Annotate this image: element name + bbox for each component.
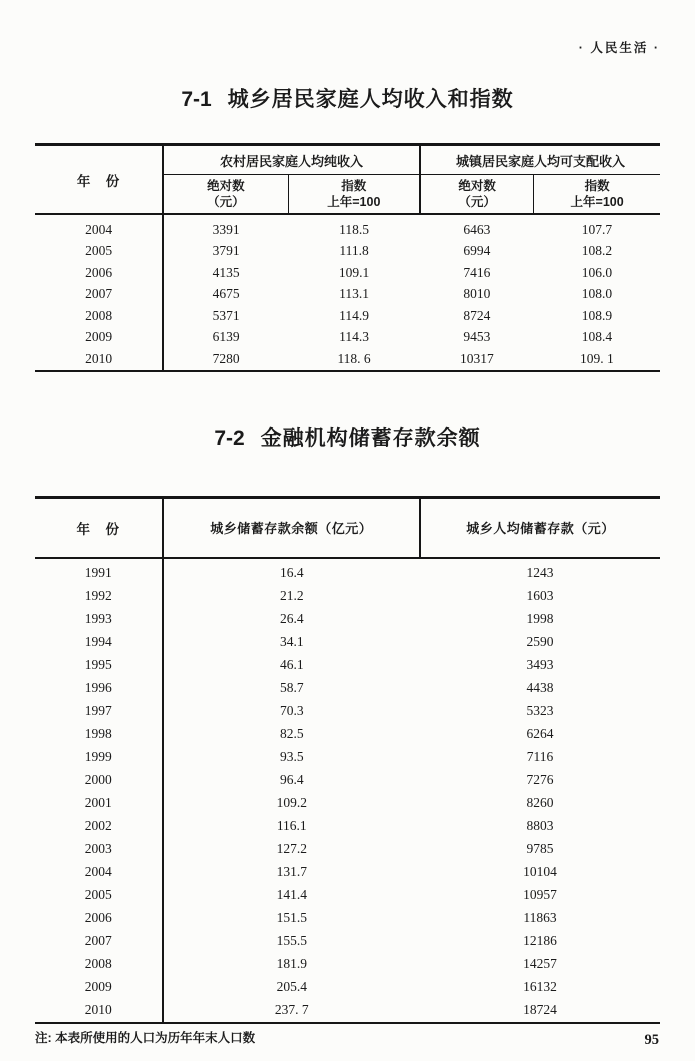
year-cell: 2002 [35,815,163,838]
section-header: · 人民生活 · [578,41,660,55]
year-column-header: 年 份 [35,145,163,215]
value-cell: 96.4 [279,772,304,787]
year-cell: 1995 [35,654,163,677]
table-row [35,585,660,608]
savings-table [35,496,660,1024]
value-cell: 127.2 [276,841,307,856]
value-cell: 181.9 [276,956,307,971]
table-row [35,861,660,884]
table-row [35,769,660,792]
value-cell: 108.0 [581,286,613,302]
index-label: 指数 [341,178,367,193]
absolute-unit: （元） [207,195,245,209]
index-base: 上年=100 [327,195,381,209]
year-cell: 2006 [35,262,163,284]
year-cell: 1993 [35,608,163,631]
group-header-row [35,145,660,175]
value-cell: 108.4 [581,329,613,345]
value-cell: 8724 [463,307,491,323]
index-label: 指数 [584,178,610,193]
value-cell: 6463 [463,221,491,237]
value-cell: 4438 [526,680,554,695]
rural-group-header: 农村居民家庭人均纯收入 [163,145,420,175]
year-cell: 2000 [35,769,163,792]
year-cell: 2005 [35,241,163,263]
year-cell: 2006 [35,907,163,930]
savings-table-body [35,558,660,1023]
value-cell: 34.1 [279,634,304,649]
urban-index-header [534,175,660,215]
table-footnote: 注: 本表所使用的人口为历年年末人口数 [35,1030,256,1045]
year-cell: 2007 [35,284,163,306]
value-cell: 1603 [526,588,554,603]
urban-absolute-header [420,175,534,215]
table1-title-text: 城乡居民家庭人均收入和指数 [227,88,514,111]
table-row [35,654,660,677]
rural-index-header [288,175,420,215]
value-cell: 5323 [526,703,554,718]
table-row [35,953,660,976]
rural-absolute-header [163,175,288,215]
year-cell: 2005 [35,884,163,907]
value-cell: 2590 [526,634,554,649]
savings-table-header [35,497,660,558]
value-cell: 6139 [212,329,240,345]
value-cell: 16.4 [279,565,304,580]
value-cell: 8010 [463,286,491,302]
value-cell: 3493 [526,657,554,672]
value-cell: 1998 [526,611,554,626]
year-cell: 2008 [35,953,163,976]
value-cell: 107.7 [581,221,613,237]
value-cell: 4675 [212,286,240,302]
value-cell: 18724 [523,1002,557,1017]
table2-number: 7-2 [214,426,245,450]
year-cell: 1991 [35,558,163,585]
value-cell: 108.9 [581,307,613,323]
value-cell: 205.4 [276,979,307,994]
absolute-unit: （元） [458,195,496,209]
value-cell: 113.1 [339,286,369,302]
value-cell: 3791 [212,243,240,259]
value-cell: 21.2 [279,588,304,603]
value-cell: 26.4 [279,611,304,626]
year-cell: 2010 [35,999,163,1023]
value-cell: 46.1 [279,657,304,672]
value-cell: 11863 [523,910,557,925]
value-cell: 155.5 [276,933,307,948]
urban-group-header: 城镇居民家庭人均可支配收入 [420,145,660,175]
year-cell: 2009 [35,976,163,999]
table-row [35,214,660,241]
table-row [35,976,660,999]
value-cell: 82.5 [279,726,304,741]
value-cell: 141.4 [276,887,307,902]
page-number: 95 [644,1032,659,1048]
table-row [35,677,660,700]
table-row [35,327,660,349]
value-cell: 7280 [212,350,240,366]
year-cell: 2004 [35,861,163,884]
value-cell: 9785 [526,841,554,856]
value-cell: 1243 [526,565,554,580]
year-cell: 2007 [35,930,163,953]
value-cell: 8260 [526,795,554,810]
income-table-body [35,214,660,371]
value-cell: 10957 [523,887,557,902]
year-column-header: 年 份 [35,497,163,558]
year-cell: 2010 [35,348,163,371]
value-cell: 106.0 [581,264,613,280]
table1-title [35,83,660,113]
year-cell: 1994 [35,631,163,654]
value-cell: 6994 [463,243,491,259]
balance-column-header: 城乡储蓄存款余额（亿元） [163,497,421,558]
value-cell: 7276 [526,772,554,787]
value-cell: 10104 [523,864,557,879]
year-cell: 1996 [35,677,163,700]
table2-title-text: 金融机构储蓄存款余额 [260,426,481,450]
value-cell: 7116 [526,749,554,764]
table-row [35,631,660,654]
table-row [35,608,660,631]
table1-number: 7-1 [181,88,212,111]
value-cell: 10317 [460,350,494,366]
value-cell: 109. 1 [580,350,614,366]
table-row [35,884,660,907]
value-cell: 118.5 [339,221,369,237]
value-cell: 58.7 [279,680,304,695]
per-capita-column-header: 城乡人均储蓄存款（元） [420,497,660,558]
value-cell: 109.1 [338,264,370,280]
table-row [35,305,660,327]
year-cell: 2004 [35,214,163,241]
table-row [35,746,660,769]
value-cell: 131.7 [276,864,307,879]
table-row [35,241,660,263]
table-row [35,838,660,861]
value-cell: 8803 [526,818,554,833]
income-table [35,143,660,372]
value-cell: 9453 [463,329,491,345]
table-row [35,700,660,723]
value-cell: 108.2 [581,243,613,259]
absolute-label: 绝对数 [458,178,496,193]
value-cell: 116.1 [276,818,307,833]
year-cell: 2001 [35,792,163,815]
value-cell: 70.3 [279,703,304,718]
table-row [35,999,660,1023]
year-cell: 1997 [35,700,163,723]
table-row [35,348,660,371]
table2-title [35,422,660,452]
value-cell: 118. 6 [337,350,371,366]
value-cell: 111.8 [339,243,369,259]
value-cell: 114.3 [339,329,369,345]
table-row [35,723,660,746]
year-cell: 2009 [35,327,163,349]
table-row [35,792,660,815]
value-cell: 237. 7 [274,1002,309,1017]
header-row [35,497,660,558]
value-cell: 7416 [463,264,491,280]
table-row [35,815,660,838]
index-base: 上年=100 [570,195,624,209]
year-cell: 1998 [35,723,163,746]
value-cell: 5371 [212,307,240,323]
value-cell: 93.5 [279,749,304,764]
value-cell: 109.2 [276,795,307,810]
year-cell: 2008 [35,305,163,327]
table-row [35,558,660,585]
value-cell: 6264 [526,726,554,741]
value-cell: 3391 [212,221,240,237]
absolute-label: 绝对数 [207,178,245,193]
table-row [35,284,660,306]
value-cell: 16132 [523,979,557,994]
value-cell: 114.9 [339,307,369,323]
table-row [35,262,660,284]
year-cell: 1999 [35,746,163,769]
value-cell: 4135 [212,264,240,280]
year-cell: 2003 [35,838,163,861]
value-cell: 151.5 [276,910,307,925]
income-table-header [35,145,660,215]
year-cell: 1992 [35,585,163,608]
value-cell: 14257 [523,956,557,971]
table-row [35,930,660,953]
table-row [35,907,660,930]
value-cell: 12186 [523,933,557,948]
